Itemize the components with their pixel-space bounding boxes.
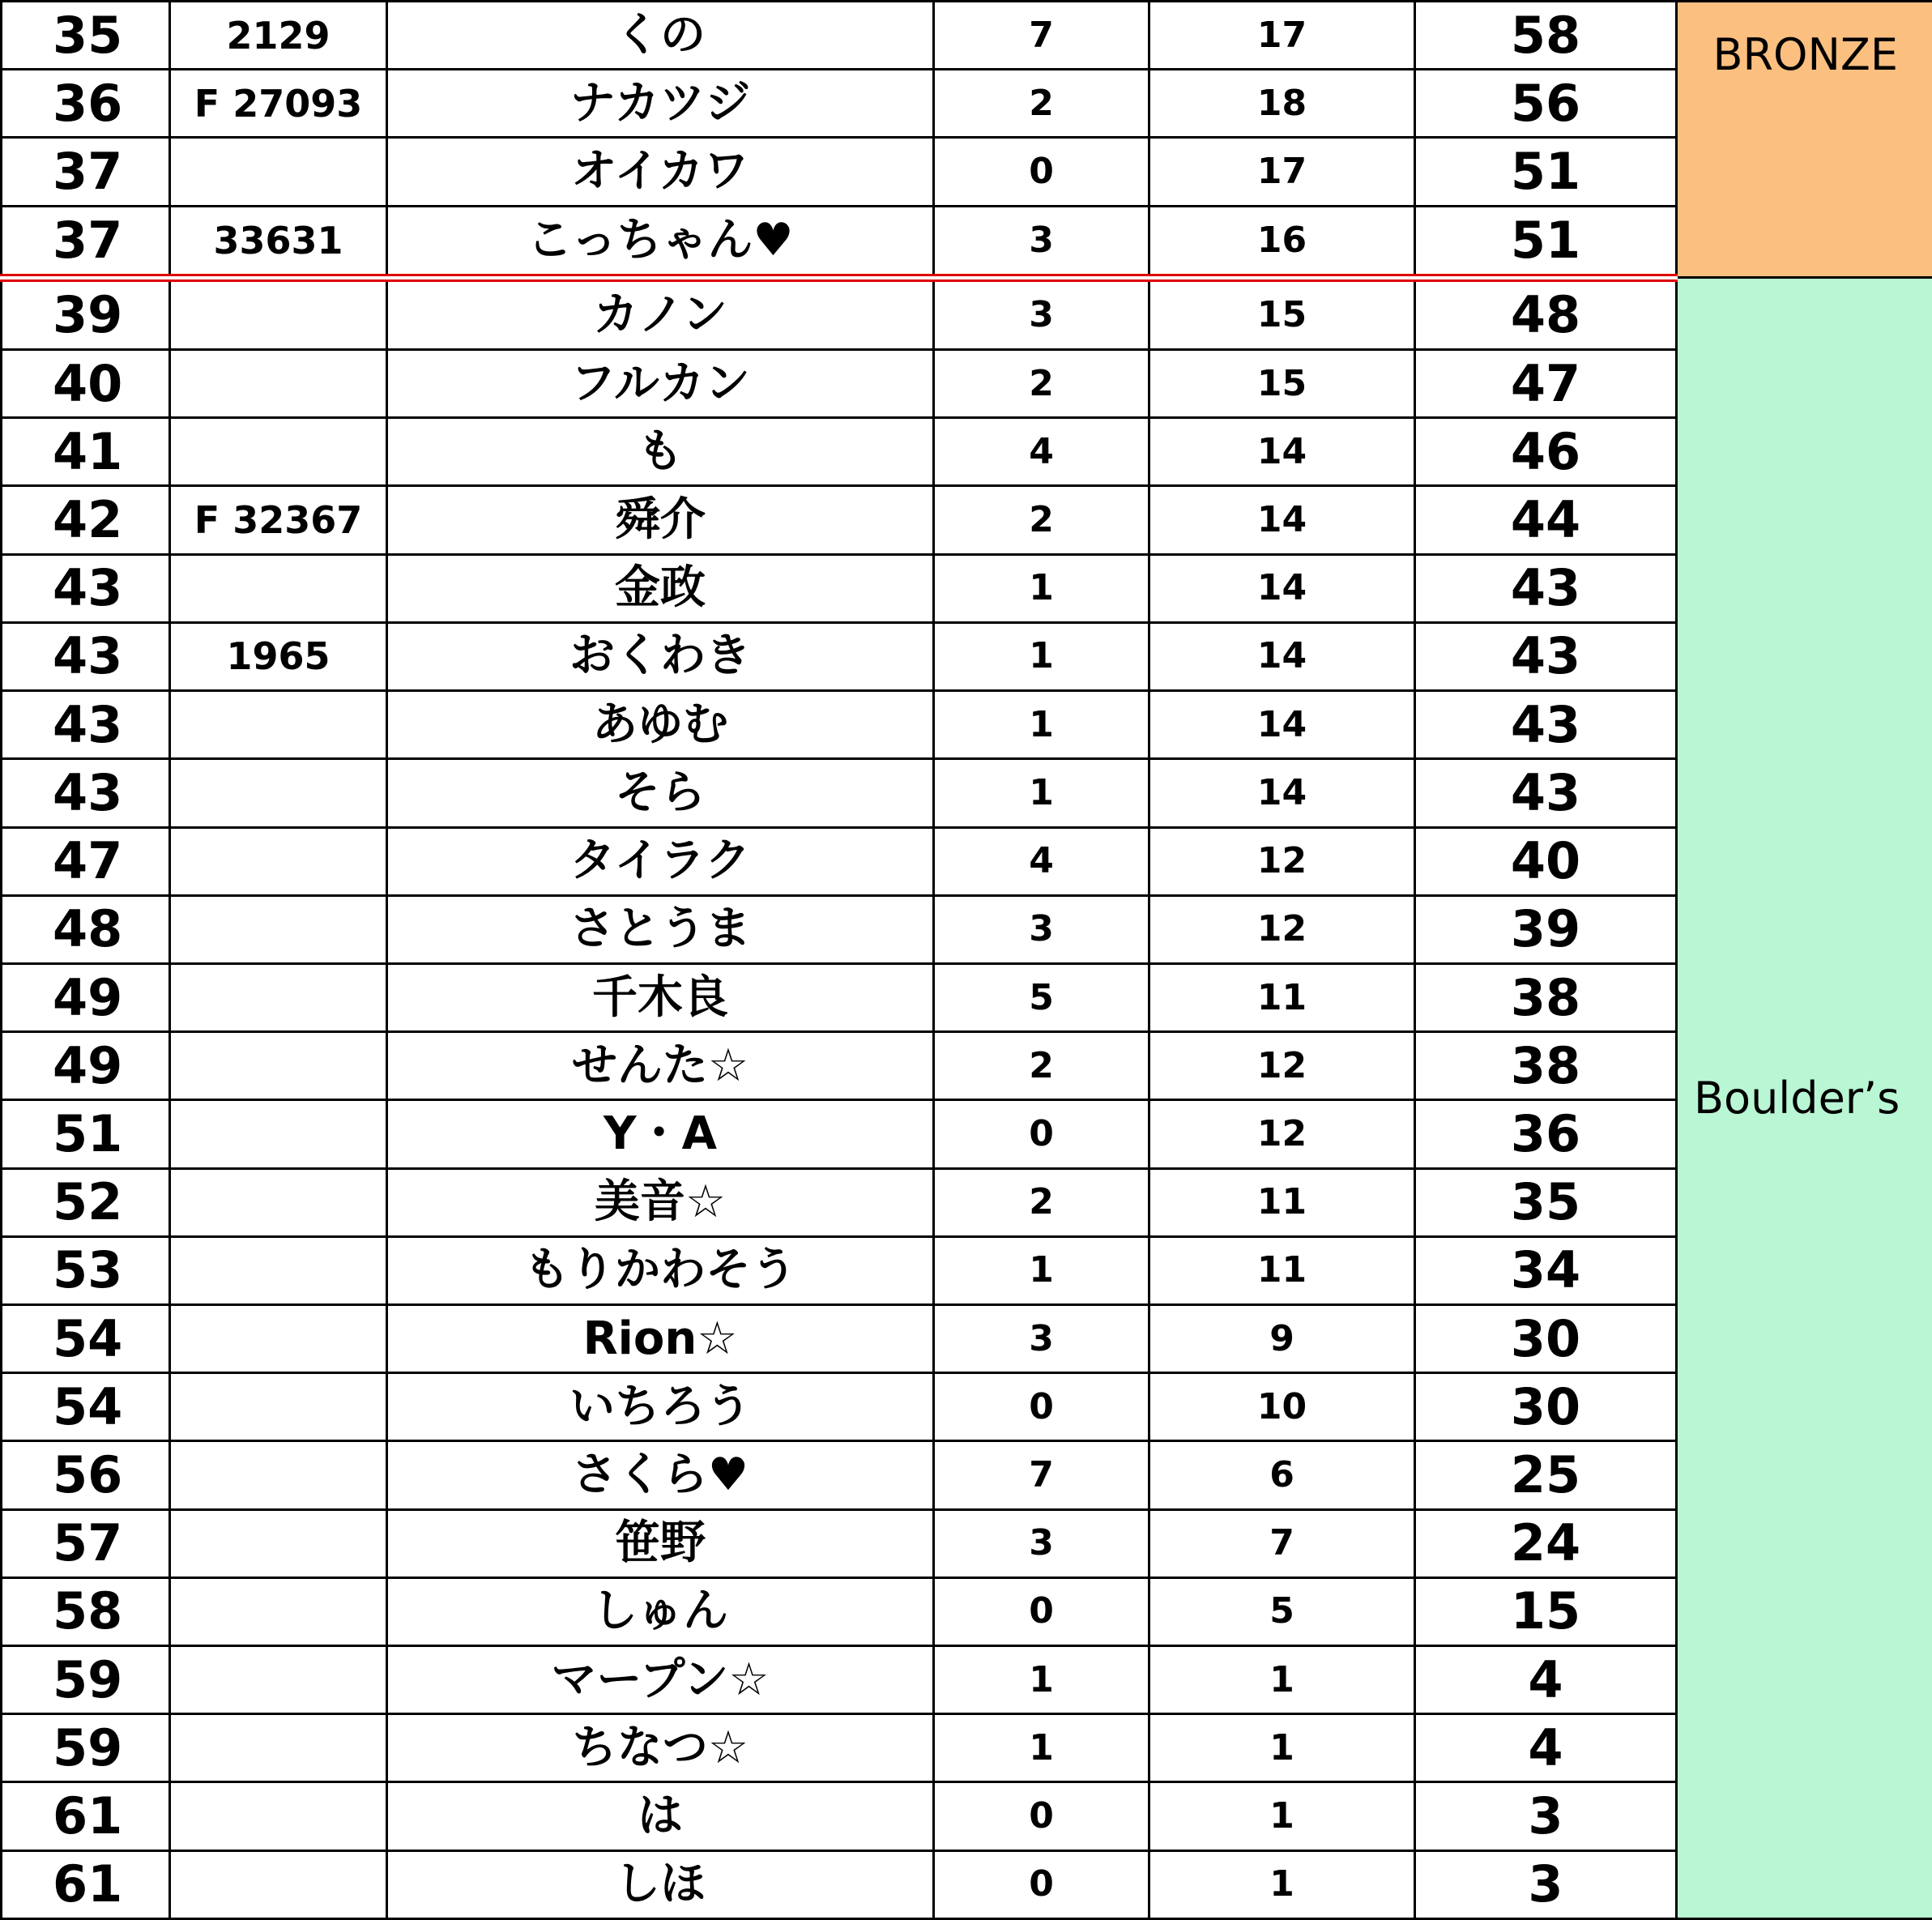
table-row <box>2 622 1932 690</box>
member-id-cell <box>170 827 387 895</box>
table-row <box>2 1850 1932 1918</box>
rank-cell: 59 <box>2 1645 170 1713</box>
points-cell: 46 <box>1415 418 1677 486</box>
score-a-cell: 1 <box>934 1236 1149 1304</box>
score-a-cell: 2 <box>934 1168 1149 1236</box>
name-cell: 美音☆ <box>387 1168 934 1236</box>
table-row <box>2 1782 1932 1850</box>
score-b-cell: 14 <box>1149 418 1415 486</box>
score-b-cell: 11 <box>1149 1236 1415 1304</box>
points-cell: 3 <box>1415 1782 1677 1850</box>
name-cell: くの <box>387 2 934 70</box>
table-row <box>2 1304 1932 1372</box>
rank-cell: 43 <box>2 622 170 690</box>
score-a-cell: 3 <box>934 278 1149 350</box>
rank-cell: 49 <box>2 963 170 1031</box>
score-a-cell: 0 <box>934 1782 1149 1850</box>
member-id-cell <box>170 1373 387 1441</box>
name-cell: 舜介 <box>387 486 934 554</box>
name-cell: 千木良 <box>387 963 934 1031</box>
score-a-cell: 0 <box>934 1373 1149 1441</box>
rank-cell: 52 <box>2 1168 170 1236</box>
score-a-cell: 1 <box>934 622 1149 690</box>
score-b-cell: 14 <box>1149 622 1415 690</box>
points-cell: 35 <box>1415 1168 1677 1236</box>
points-cell: 39 <box>1415 895 1677 963</box>
table-row <box>2 278 1932 350</box>
score-b-cell: 16 <box>1149 206 1415 278</box>
member-id-cell <box>170 1782 387 1850</box>
member-id-cell <box>170 350 387 418</box>
score-b-cell: 11 <box>1149 1168 1415 1236</box>
score-a-cell: 2 <box>934 70 1149 138</box>
score-a-cell: 0 <box>934 1577 1149 1645</box>
score-b-cell: 1 <box>1149 1645 1415 1713</box>
name-cell: そら <box>387 759 934 827</box>
score-a-cell: 2 <box>934 1032 1149 1100</box>
score-b-cell: 1 <box>1149 1782 1415 1850</box>
member-id-cell <box>170 1236 387 1304</box>
points-cell: 43 <box>1415 622 1677 690</box>
member-id-cell <box>170 1645 387 1713</box>
rank-cell: 41 <box>2 418 170 486</box>
group-label-boulders: Boulder’s <box>1677 278 1932 1919</box>
member-id-cell: 1965 <box>170 622 387 690</box>
name-cell: ちなつ☆ <box>387 1714 934 1782</box>
score-b-cell: 12 <box>1149 827 1415 895</box>
points-cell: 43 <box>1415 759 1677 827</box>
points-cell: 51 <box>1415 138 1677 206</box>
table-row <box>2 206 1932 278</box>
rank-cell: 49 <box>2 1032 170 1100</box>
score-a-cell: 1 <box>934 1714 1149 1782</box>
rank-cell: 48 <box>2 895 170 963</box>
rank-cell: 37 <box>2 138 170 206</box>
score-b-cell: 14 <box>1149 759 1415 827</box>
name-cell: おくわき <box>387 622 934 690</box>
points-cell: 48 <box>1415 278 1677 350</box>
name-cell: 金政 <box>387 554 934 622</box>
score-a-cell: 1 <box>934 691 1149 759</box>
score-a-cell: 5 <box>934 963 1149 1031</box>
member-id-cell <box>170 1509 387 1577</box>
score-a-cell: 3 <box>934 1304 1149 1372</box>
score-a-cell: 0 <box>934 1100 1149 1168</box>
table-row <box>2 1168 1932 1236</box>
table-row <box>2 1714 1932 1782</box>
score-b-cell: 7 <box>1149 1509 1415 1577</box>
score-b-cell: 15 <box>1149 350 1415 418</box>
points-cell: 47 <box>1415 350 1677 418</box>
score-a-cell: 3 <box>934 895 1149 963</box>
rank-cell: 43 <box>2 691 170 759</box>
rank-cell: 57 <box>2 1509 170 1577</box>
score-a-cell: 1 <box>934 554 1149 622</box>
score-b-cell: 18 <box>1149 70 1415 138</box>
name-cell: しほ <box>387 1850 934 1918</box>
points-cell: 4 <box>1415 1645 1677 1713</box>
name-cell: 笹野 <box>387 1509 934 1577</box>
table-row <box>2 554 1932 622</box>
points-cell: 56 <box>1415 70 1677 138</box>
rank-cell: 43 <box>2 554 170 622</box>
member-id-cell <box>170 1714 387 1782</box>
table-row <box>2 418 1932 486</box>
score-b-cell: 15 <box>1149 278 1415 350</box>
table-row <box>2 1441 1932 1509</box>
name-cell: は <box>387 1782 934 1850</box>
rank-cell: 40 <box>2 350 170 418</box>
rank-cell: 58 <box>2 1577 170 1645</box>
points-cell: 34 <box>1415 1236 1677 1304</box>
name-cell: オイカワ <box>387 138 934 206</box>
rank-cell: 53 <box>2 1236 170 1304</box>
score-b-cell: 1 <box>1149 1850 1415 1918</box>
score-b-cell: 9 <box>1149 1304 1415 1372</box>
points-cell: 15 <box>1415 1577 1677 1645</box>
rank-cell: 51 <box>2 1100 170 1168</box>
table-row <box>2 759 1932 827</box>
member-id-cell <box>170 1100 387 1168</box>
table-row <box>2 827 1932 895</box>
name-cell: マープン☆ <box>387 1645 934 1713</box>
member-id-cell <box>170 691 387 759</box>
points-cell: 30 <box>1415 1373 1677 1441</box>
score-b-cell: 12 <box>1149 1100 1415 1168</box>
member-id-cell <box>170 278 387 350</box>
points-cell: 38 <box>1415 963 1677 1031</box>
score-b-cell: 14 <box>1149 691 1415 759</box>
rank-cell: 39 <box>2 278 170 350</box>
table-row <box>2 895 1932 963</box>
name-cell: しゅん <box>387 1577 934 1645</box>
table-row <box>2 70 1932 138</box>
name-cell: カノン <box>387 278 934 350</box>
points-cell: 43 <box>1415 691 1677 759</box>
score-b-cell: 6 <box>1149 1441 1415 1509</box>
score-b-cell: 5 <box>1149 1577 1415 1645</box>
rank-cell: 61 <box>2 1850 170 1918</box>
points-cell: 3 <box>1415 1850 1677 1918</box>
points-cell: 44 <box>1415 486 1677 554</box>
score-b-cell: 11 <box>1149 963 1415 1031</box>
points-cell: 30 <box>1415 1304 1677 1372</box>
table-row <box>2 963 1932 1031</box>
rank-cell: 35 <box>2 2 170 70</box>
score-b-cell: 17 <box>1149 2 1415 70</box>
score-a-cell: 0 <box>934 138 1149 206</box>
member-id-cell <box>170 1577 387 1645</box>
rank-cell: 56 <box>2 1441 170 1509</box>
ranking-body <box>2 2 1932 1919</box>
rank-cell: 54 <box>2 1373 170 1441</box>
points-cell: 36 <box>1415 1100 1677 1168</box>
member-id-cell <box>170 759 387 827</box>
table-row <box>2 1509 1932 1577</box>
name-cell: ナカツジ <box>387 70 934 138</box>
table-row <box>2 138 1932 206</box>
rank-cell: 42 <box>2 486 170 554</box>
score-a-cell: 7 <box>934 2 1149 70</box>
rank-cell: 54 <box>2 1304 170 1372</box>
name-cell: Y・A <box>387 1100 934 1168</box>
member-id-cell: 2129 <box>170 2 387 70</box>
table-row <box>2 691 1932 759</box>
group-label-bronze: BRONZE <box>1677 2 1932 278</box>
name-cell: タイラク <box>387 827 934 895</box>
score-b-cell: 10 <box>1149 1373 1415 1441</box>
name-cell: フルカン <box>387 350 934 418</box>
rank-cell: 37 <box>2 206 170 278</box>
table-row <box>2 486 1932 554</box>
points-cell: 24 <box>1415 1509 1677 1577</box>
score-a-cell: 1 <box>934 1645 1149 1713</box>
member-id-cell <box>170 895 387 963</box>
score-b-cell: 12 <box>1149 895 1415 963</box>
name-cell: さとうま <box>387 895 934 963</box>
name-cell: こっちゃん♥ <box>387 206 934 278</box>
table-row <box>2 1373 1932 1441</box>
score-b-cell: 17 <box>1149 138 1415 206</box>
name-cell: Rion☆ <box>387 1304 934 1372</box>
rank-cell: 59 <box>2 1714 170 1782</box>
table-row <box>2 1645 1932 1713</box>
points-cell: 51 <box>1415 206 1677 278</box>
member-id-cell: F 27093 <box>170 70 387 138</box>
name-cell: も <box>387 418 934 486</box>
score-a-cell: 1 <box>934 759 1149 827</box>
table-row <box>2 1100 1932 1168</box>
table-row <box>2 2 1932 70</box>
member-id-cell <box>170 1032 387 1100</box>
name-cell: せんた☆ <box>387 1032 934 1100</box>
member-id-cell <box>170 138 387 206</box>
score-a-cell: 3 <box>934 206 1149 278</box>
points-cell: 38 <box>1415 1032 1677 1100</box>
name-cell: もりかわそう <box>387 1236 934 1304</box>
points-cell: 25 <box>1415 1441 1677 1509</box>
score-b-cell: 14 <box>1149 486 1415 554</box>
member-id-cell <box>170 1441 387 1509</box>
rank-cell: 36 <box>2 70 170 138</box>
points-cell: 43 <box>1415 554 1677 622</box>
member-id-cell: F 32367 <box>170 486 387 554</box>
rank-cell: 61 <box>2 1782 170 1850</box>
points-cell: 58 <box>1415 2 1677 70</box>
score-a-cell: 3 <box>934 1509 1149 1577</box>
table-row <box>2 350 1932 418</box>
points-cell: 40 <box>1415 827 1677 895</box>
score-b-cell: 14 <box>1149 554 1415 622</box>
score-b-cell: 12 <box>1149 1032 1415 1100</box>
score-b-cell: 1 <box>1149 1714 1415 1782</box>
table-row <box>2 1236 1932 1304</box>
table-row <box>2 1032 1932 1100</box>
score-a-cell: 4 <box>934 827 1149 895</box>
score-a-cell: 2 <box>934 486 1149 554</box>
member-id-cell: 33631 <box>170 206 387 278</box>
name-cell: いちろう <box>387 1373 934 1441</box>
score-a-cell: 4 <box>934 418 1149 486</box>
member-id-cell <box>170 1304 387 1372</box>
member-id-cell <box>170 554 387 622</box>
rank-cell: 47 <box>2 827 170 895</box>
score-a-cell: 7 <box>934 1441 1149 1509</box>
score-a-cell: 0 <box>934 1850 1149 1918</box>
member-id-cell <box>170 418 387 486</box>
member-id-cell <box>170 1168 387 1236</box>
member-id-cell <box>170 1850 387 1918</box>
name-cell: あゆむ <box>387 691 934 759</box>
points-cell: 4 <box>1415 1714 1677 1782</box>
rank-cell: 43 <box>2 759 170 827</box>
member-id-cell <box>170 963 387 1031</box>
score-a-cell: 2 <box>934 350 1149 418</box>
name-cell: さくら♥ <box>387 1441 934 1509</box>
table-row <box>2 1577 1932 1645</box>
